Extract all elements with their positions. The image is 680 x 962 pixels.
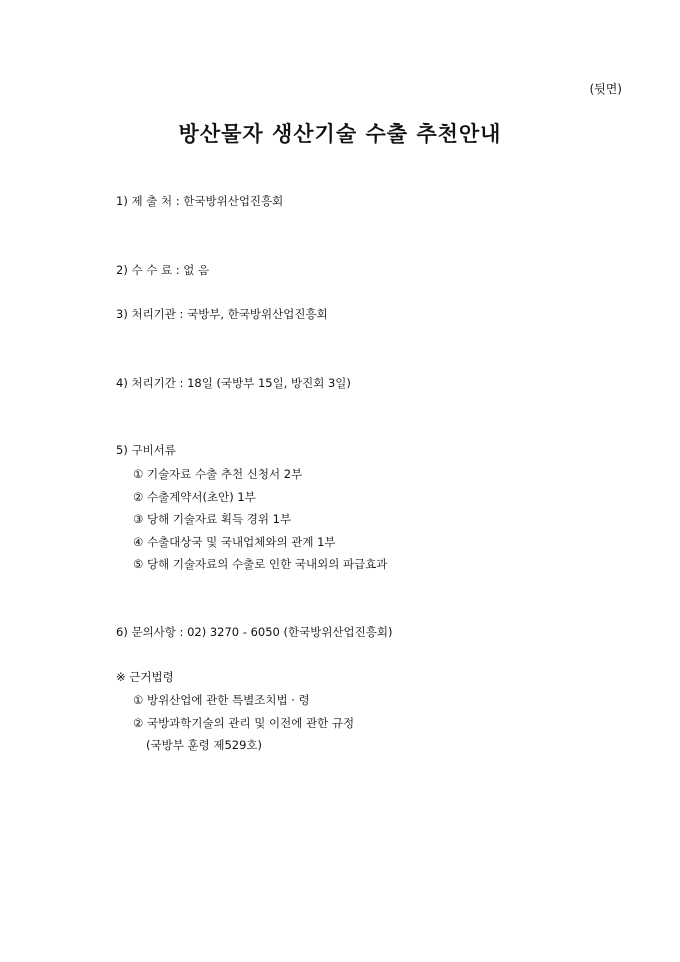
document-item: ② 수출계약서(초안) 1부 — [133, 490, 256, 504]
fee-line: 2) 수 수 료 : 없 음 — [116, 263, 210, 277]
documents-heading: 5) 구비서류 — [116, 443, 176, 457]
document-item: ① 기술자료 수출 추천 신청서 2부 — [133, 467, 303, 481]
document-item: ③ 당해 기술자료 획득 경위 1부 — [133, 512, 292, 526]
page-label: (뒷면) — [589, 82, 622, 96]
legal-item: ② 국방과학기술의 관리 및 이전에 관한 규정 — [133, 716, 355, 730]
legal-item: ① 방위산업에 관한 특별조치법 · 령 — [133, 693, 310, 707]
period-line: 4) 처리기간 : 18일 (국방부 15일, 방진회 3일) — [116, 376, 351, 390]
document-item: ④ 수출대상국 및 국내업체와의 관계 1부 — [133, 535, 336, 549]
document-item: ⑤ 당해 기술자료의 수출로 인한 국내외의 파급효과 — [133, 557, 388, 571]
legal-note: (국방부 훈령 제529호) — [146, 738, 262, 752]
agency-line: 3) 처리기관 : 국방부, 한국방위산업진흥회 — [116, 307, 328, 321]
submit-to-line: 1) 제 출 처 : 한국방위산업진흥회 — [116, 194, 284, 208]
contact-line: 6) 문의사항 : 02) 3270 - 6050 (한국방위산업진흥회) — [116, 625, 393, 639]
document-title: 방산물자 생산기술 수출 추천안내 — [178, 122, 502, 146]
legal-heading: ※ 근거법령 — [116, 670, 174, 684]
